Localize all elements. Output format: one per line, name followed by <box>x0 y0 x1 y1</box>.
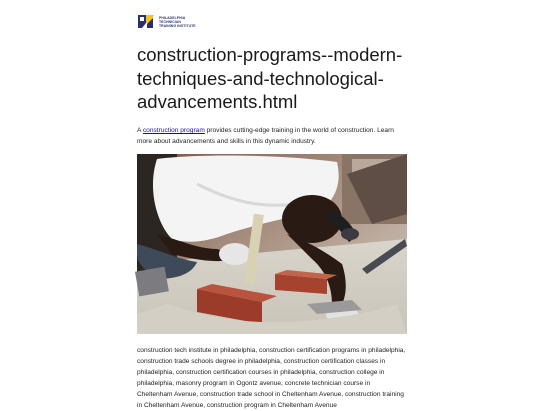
logo-line-2: TECHNICIAN <box>159 19 181 24</box>
intro-text-before: A <box>137 127 143 134</box>
site-logo[interactable] <box>137 14 196 30</box>
logo-wordmark <box>159 16 196 28</box>
logo-line-3: TRAINING INSTITUTE <box>159 24 196 29</box>
hero-photo <box>137 154 407 334</box>
logo-icon <box>137 14 155 30</box>
page-title: construction-programs--modern-techniques-and-technological-advancements.html <box>137 44 403 112</box>
intro-text-after: provides cutting-edge training in the world of construction. Learn more about advancements and skills in this dynamic industry. <box>137 127 394 145</box>
construction-program-link[interactable]: construction program <box>142 127 205 134</box>
keywords-paragraph: construction tech institute in philadelphia, construction certification programs in philadelphia, construction trade schools degree in philadelphia, construction certification classes in philadelphia, construction certification courses in philadelphia, construction college in philadelphia, masonry program in Ogontz avenue, concrete technician course in Cheltenham Avenue, construction trade school in Cheltenham Avenue, construction training in Cheltenham Avenue, construction program in Cheltenham Avenue <box>137 347 406 409</box>
logo-line-1: PHILADELPHIA <box>159 15 186 20</box>
intro-paragraph <box>137 126 407 147</box>
